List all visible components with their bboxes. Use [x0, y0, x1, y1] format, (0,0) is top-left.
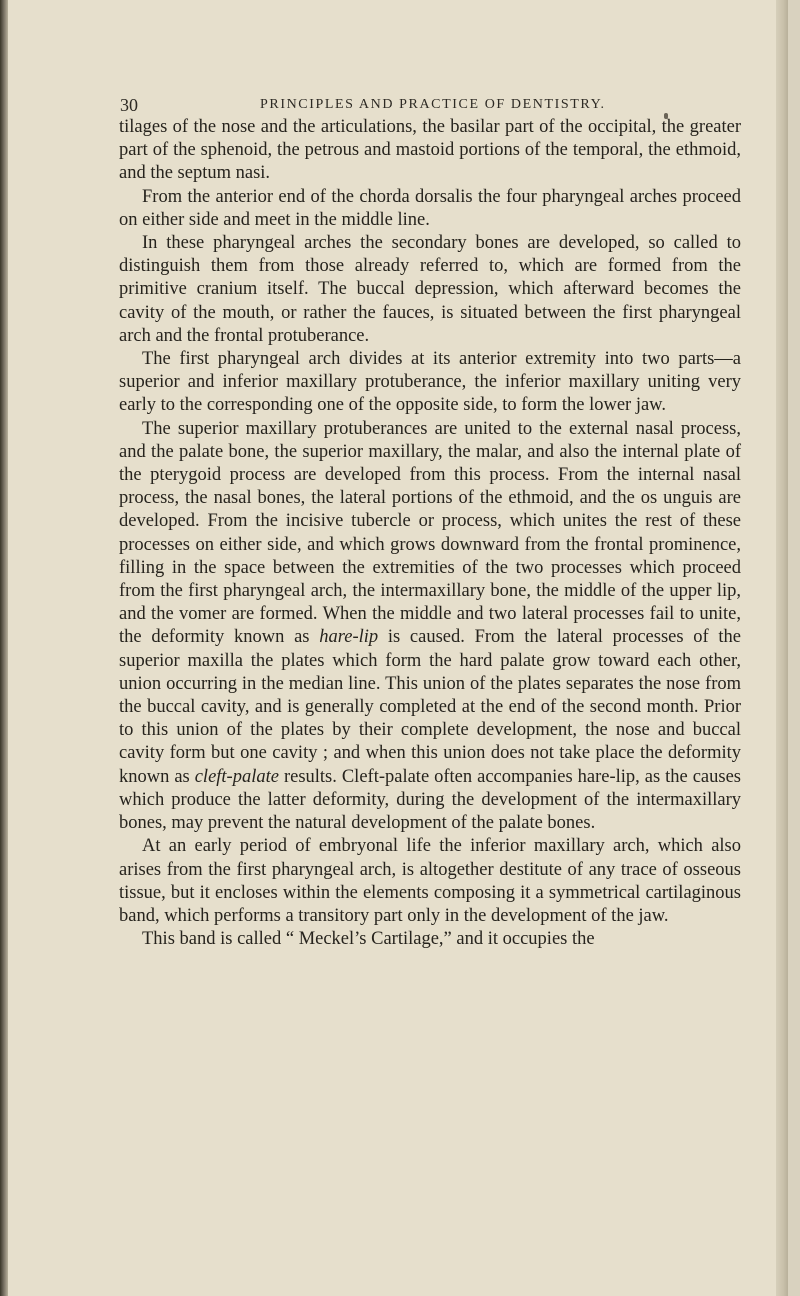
- paragraph-continued: tilages of the nose and the articulations, the basilar part of the occipital, the greater part of the sphenoid, the petrous and mastoid portions of the temporal, the ethmoid, and the septum nasi.: [119, 117, 741, 184]
- paragraph: This band is called “ Meckel’s Cartilage,” and it occupies the: [142, 929, 595, 950]
- page-right-edge: [776, 0, 788, 1296]
- paragraph: [119, 418, 741, 836]
- page-gutter-shadow: [0, 0, 8, 1296]
- italic-term-hare-lip: hare-lip: [319, 627, 379, 648]
- text-span: is caused. From the lateral processes of the superior maxilla the plates which form the hard palate grow toward each other, union occurring in the median line. This union of the plates separates the nose from the buccal cavity, and is generally completed at the end of the second month. Prior to this union of the plates by their complete development, the nose and buccal cavity form but one cavity ; and when this union does not take place the deformity known as: [119, 627, 742, 787]
- paragraph: In these pharyngeal arches the secondary bones are developed, so called to distinguish them from those already referred to, which are formed from the primitive cranium itself. The buccal depression, which afterward becomes the cavity of the mouth, or rather the fauces, is situated between the first pharyngeal arch and the frontal protuberance.: [119, 233, 741, 346]
- running-head: PRINCIPLES AND PRACTICE OF DENTISTRY.: [260, 97, 606, 112]
- paragraph: At an early period of embryonal life the inferior maxillary arch, which also arises from the first pharyngeal arch, is altogether destitute of any trace of osseous tissue, but it encloses within the elements composing it a symmetrical cartilaginous band, which performs a transitory part only in the development of the jaw.: [119, 836, 741, 926]
- text-span: The superior maxillary protuberances are united to the external nasal process, and the palate bone, the superior maxillary, the malar, and also the internal plate of the pterygoid process are developed from this process. From the internal nasal process, the nasal bones, the lateral portions of the ethmoid, and the os unguis are developed. From the incisive tubercle or process, which unites the rest of these processes on either side, and which grows downward from the frontal prominence, filling in the space between the extremities of the two processes which proceed from the first pharyngeal arch, the intermaxillary bone, the middle of the upper lip, and the vomer are formed. When the middle and two lateral processes fail to unite, the deformity known as: [119, 418, 741, 648]
- page-number: 30: [120, 95, 138, 115]
- body-text: [119, 116, 741, 951]
- paragraph: From the anterior end of the chorda dorsalis the four pharyngeal arches proceed on either side and meet in the middle line.: [119, 186, 741, 230]
- paragraph: The first pharyngeal arch divides at its anterior extremity into two parts—a superior and inferior maxillary protuberance, the inferior maxillary uniting very early to the corresponding one of the opposite side, to form the lower jaw.: [119, 349, 741, 416]
- text-span: results. Cleft-palate often accompanies hare-lip, as the causes which produce the latter deformity, during the development of the intermaxillary bones, may prevent the natural development of the palate bones.: [119, 766, 741, 834]
- italic-term-cleft-palate: cleft-palate: [194, 766, 279, 787]
